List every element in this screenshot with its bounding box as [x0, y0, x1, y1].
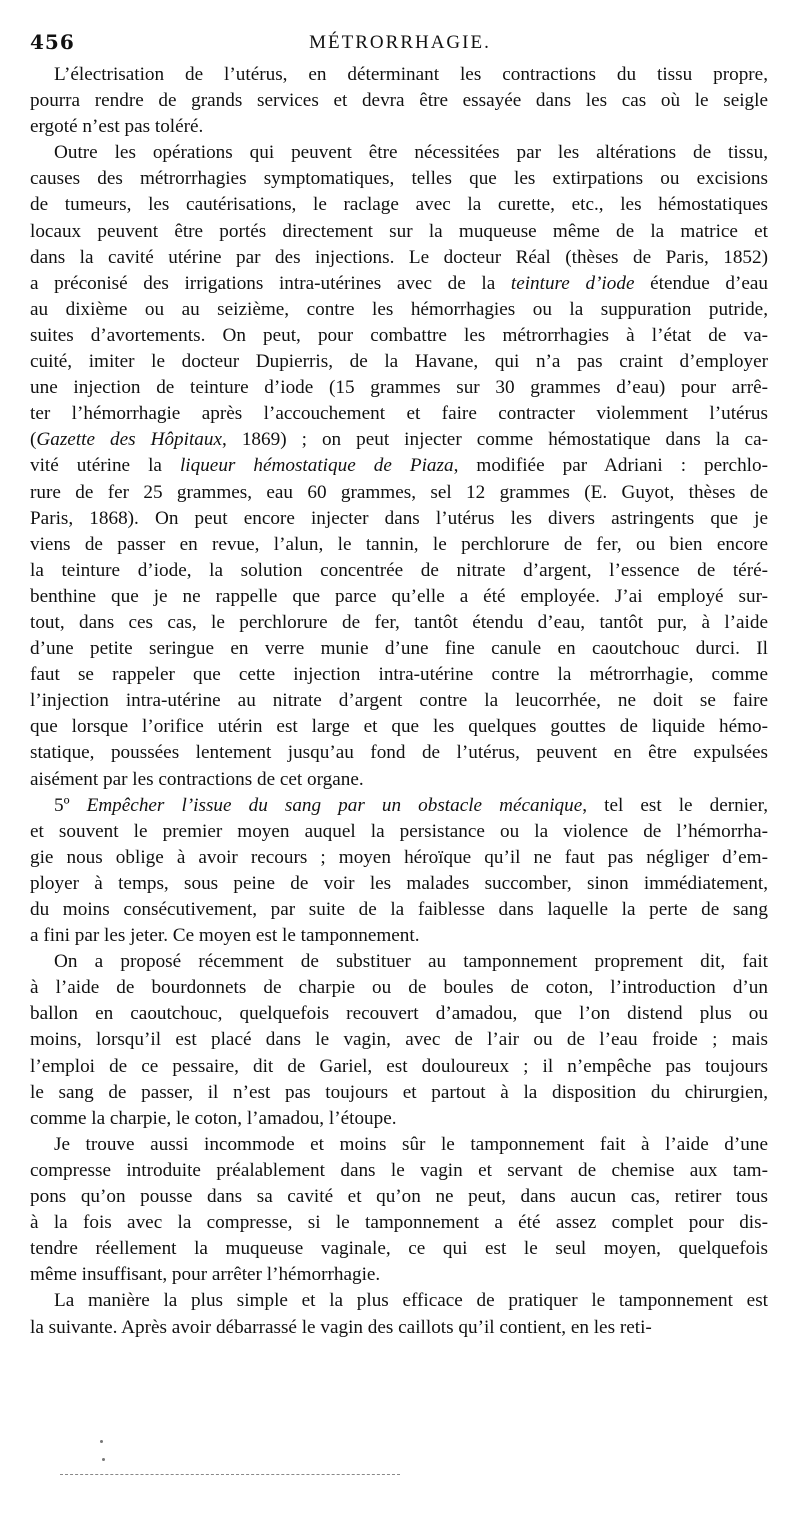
page-header — [30, 30, 770, 60]
text-line: causes des métrorrhagies symptomatiques, telles que les extirpations ou excisions — [30, 168, 768, 190]
text-line: a fini par les jeter. Ce moyen est le tamponnement. — [30, 925, 420, 947]
text-line: suites d’avortements. On peut, pour combattre les métrorrhagies à l’état de va- — [30, 324, 768, 346]
text-line: la suivante. Après avoir débarrassé le vagin des caillots qu’il contient, en les reti- — [30, 1316, 652, 1338]
paragraph — [30, 949, 768, 1132]
paragraph — [30, 1132, 768, 1289]
text-line: ployer à temps, sous peine de voir les malades succomber, sinon immédiatement, — [30, 872, 768, 894]
text-line: L’électrisation de l’utérus, en déterminant les contractions du tissu propre, — [54, 64, 768, 85]
text-line: pons qu’on pousse dans sa cavité et qu’on ne peut, dans aucun cas, retirer tous — [30, 1186, 768, 1208]
text-line: tout, dans ces cas, le perchlorure de fer, tantôt étendu d’eau, tantôt pur, à l’aide — [30, 611, 768, 633]
text-line: l’emploi de ce pessaire, dit de Gariel, est douloureux ; il n’empêche pas toujours — [30, 1055, 768, 1077]
text-line: La manière la plus simple et la plus efficace de pratiquer le tamponnement est — [54, 1290, 768, 1312]
faint-dash-line — [60, 1474, 400, 1476]
text-line: tendre réellement la muqueuse vaginale, ce qui est le seul moyen, quelquefois — [30, 1238, 768, 1260]
text-line: locaux peuvent être portés directement sur la muqueuse même de la matrice et — [30, 220, 768, 242]
text-line: On a proposé récemment de substituer au tamponnement proprement dit, fait — [54, 951, 768, 973]
text-line: au dixième ou au seizième, contre les hémorrhagies ou la suppuration putride, — [30, 298, 768, 320]
text-line: faut se rappeler que cette injection intra-utérine contre la métrorrhagie, comme — [30, 664, 768, 686]
text-line: vité utérine la liqueur hémostatique de Piaza, modifiée par Adriani : perchlo- — [30, 455, 768, 477]
paragraph — [30, 1288, 768, 1340]
paragraph — [30, 793, 768, 950]
text-line: ergoté n’est pas toléré. — [30, 116, 204, 138]
text-line: viens de passer en revue, l’alun, le tannin, le perchlorure de fer, ou bien encore — [30, 533, 768, 555]
paragraph — [30, 62, 768, 140]
text-line: le sang de passer, il n’est pas toujours et partout à la disposition du chirurgien, — [30, 1081, 768, 1103]
text-line: la teinture d’iode, la solution concentrée de nitrate d’argent, l’essence de téré- — [30, 559, 768, 581]
text-line: rure de fer 25 grammes, eau 60 grammes, sel 12 grammes (E. Guyot, thèses de — [30, 481, 768, 503]
ink-speck — [100, 1440, 103, 1443]
text-line: à la fois avec la compresse, si le tamponnement a été assez complet pour dis- — [30, 1212, 768, 1234]
text-line: (Gazette des Hôpitaux, 1869) ; on peut injecter comme hémostatique dans la ca- — [30, 429, 768, 451]
text-line: d’une petite seringue en verre munie d’une fine canule en caoutchouc durci. Il — [30, 638, 768, 660]
text-line: compresse introduite préalablement dans le vagin et servant de chemise aux tam- — [30, 1159, 768, 1181]
text-line: Je trouve aussi incommode et moins sûr le tamponnement fait à l’aide d’une — [54, 1133, 768, 1155]
text-line: 5º Empêcher l’issue du sang par un obstacle mécanique, tel est le dernier, — [54, 794, 768, 816]
text-line: Paris, 1868). On peut encore injecter dans l’utérus les divers astringents que je — [30, 507, 768, 529]
text-line: moins, lorsqu’il est placé dans le vagin, avec de l’air ou de l’eau froide ; mais — [30, 1029, 768, 1051]
text-line: aisément par les contractions de cet organe. — [30, 768, 364, 790]
text-line: pourra rendre de grands services et devra être essayée dans les cas où le seigle — [30, 90, 768, 112]
text-line: l’injection intra-utérine au nitrate d’argent contre la leucorrhée, ne doit se faire — [30, 690, 768, 712]
body-text — [30, 62, 768, 1341]
text-line: a préconisé des irrigations intra-utérines avec de la teinture d’iode étendue d’eau — [30, 272, 768, 294]
text-line: et souvent le premier moyen auquel la persistance ou la violence de l’hémorrha- — [30, 820, 768, 842]
paragraph — [30, 140, 768, 792]
text-line: une injection de teinture d’iode (15 grammes sur 30 grammes d’eau) pour arrê- — [30, 377, 768, 399]
page-bottom-marks — [60, 1440, 560, 1480]
text-line: même insuffisant, pour arrêter l’hémorrhagie. — [30, 1264, 381, 1286]
text-line: à l’aide de bourdonnets de charpie ou de boules de coton, l’introduction d’un — [30, 977, 768, 999]
running-title: MÉTRORRHAGIE. — [309, 32, 491, 53]
text-line: que lorsque l’orifice utérin est large et que les quelques gouttes de liquide hémo- — [30, 716, 768, 738]
text-line: gie nous oblige à avoir recours ; moyen héroïque qu’il ne faut pas négliger d’em- — [30, 846, 768, 868]
text-line: comme la charpie, le coton, l’amadou, l’étoupe. — [30, 1107, 397, 1129]
page-number: 456 — [30, 30, 75, 54]
text-line: statique, poussées lentement jusqu’au fond de l’utérus, peuvent en être expulsées — [30, 742, 768, 764]
text-line: benthine que je ne rappelle que parce qu’elle a été employée. J’ai employé sur- — [30, 585, 768, 607]
text-line: ter l’hémorrhagie après l’accouchement et faire contracter violemment l’utérus — [30, 403, 768, 425]
text-line: dans la cavité utérine par des injections. Le docteur Réal (thèses de Paris, 1852) — [30, 246, 768, 268]
text-line: ballon en caoutchouc, quelquefois recouvert d’amadou, que l’on distend plus ou — [30, 1003, 768, 1025]
text-line: de tumeurs, les cautérisations, le raclage avec la curette, etc., les hémostatiques — [30, 194, 768, 216]
text-line: Outre les opérations qui peuvent être nécessitées par les altérations de tissu, — [54, 142, 768, 164]
text-line: cuité, imiter le docteur Dupierris, de la Havane, qui n’a pas craint d’employer — [30, 351, 768, 373]
ink-speck — [102, 1458, 105, 1461]
text-line: du moins consécutivement, par suite de la faiblesse dans laquelle la perte de sang — [30, 899, 768, 920]
